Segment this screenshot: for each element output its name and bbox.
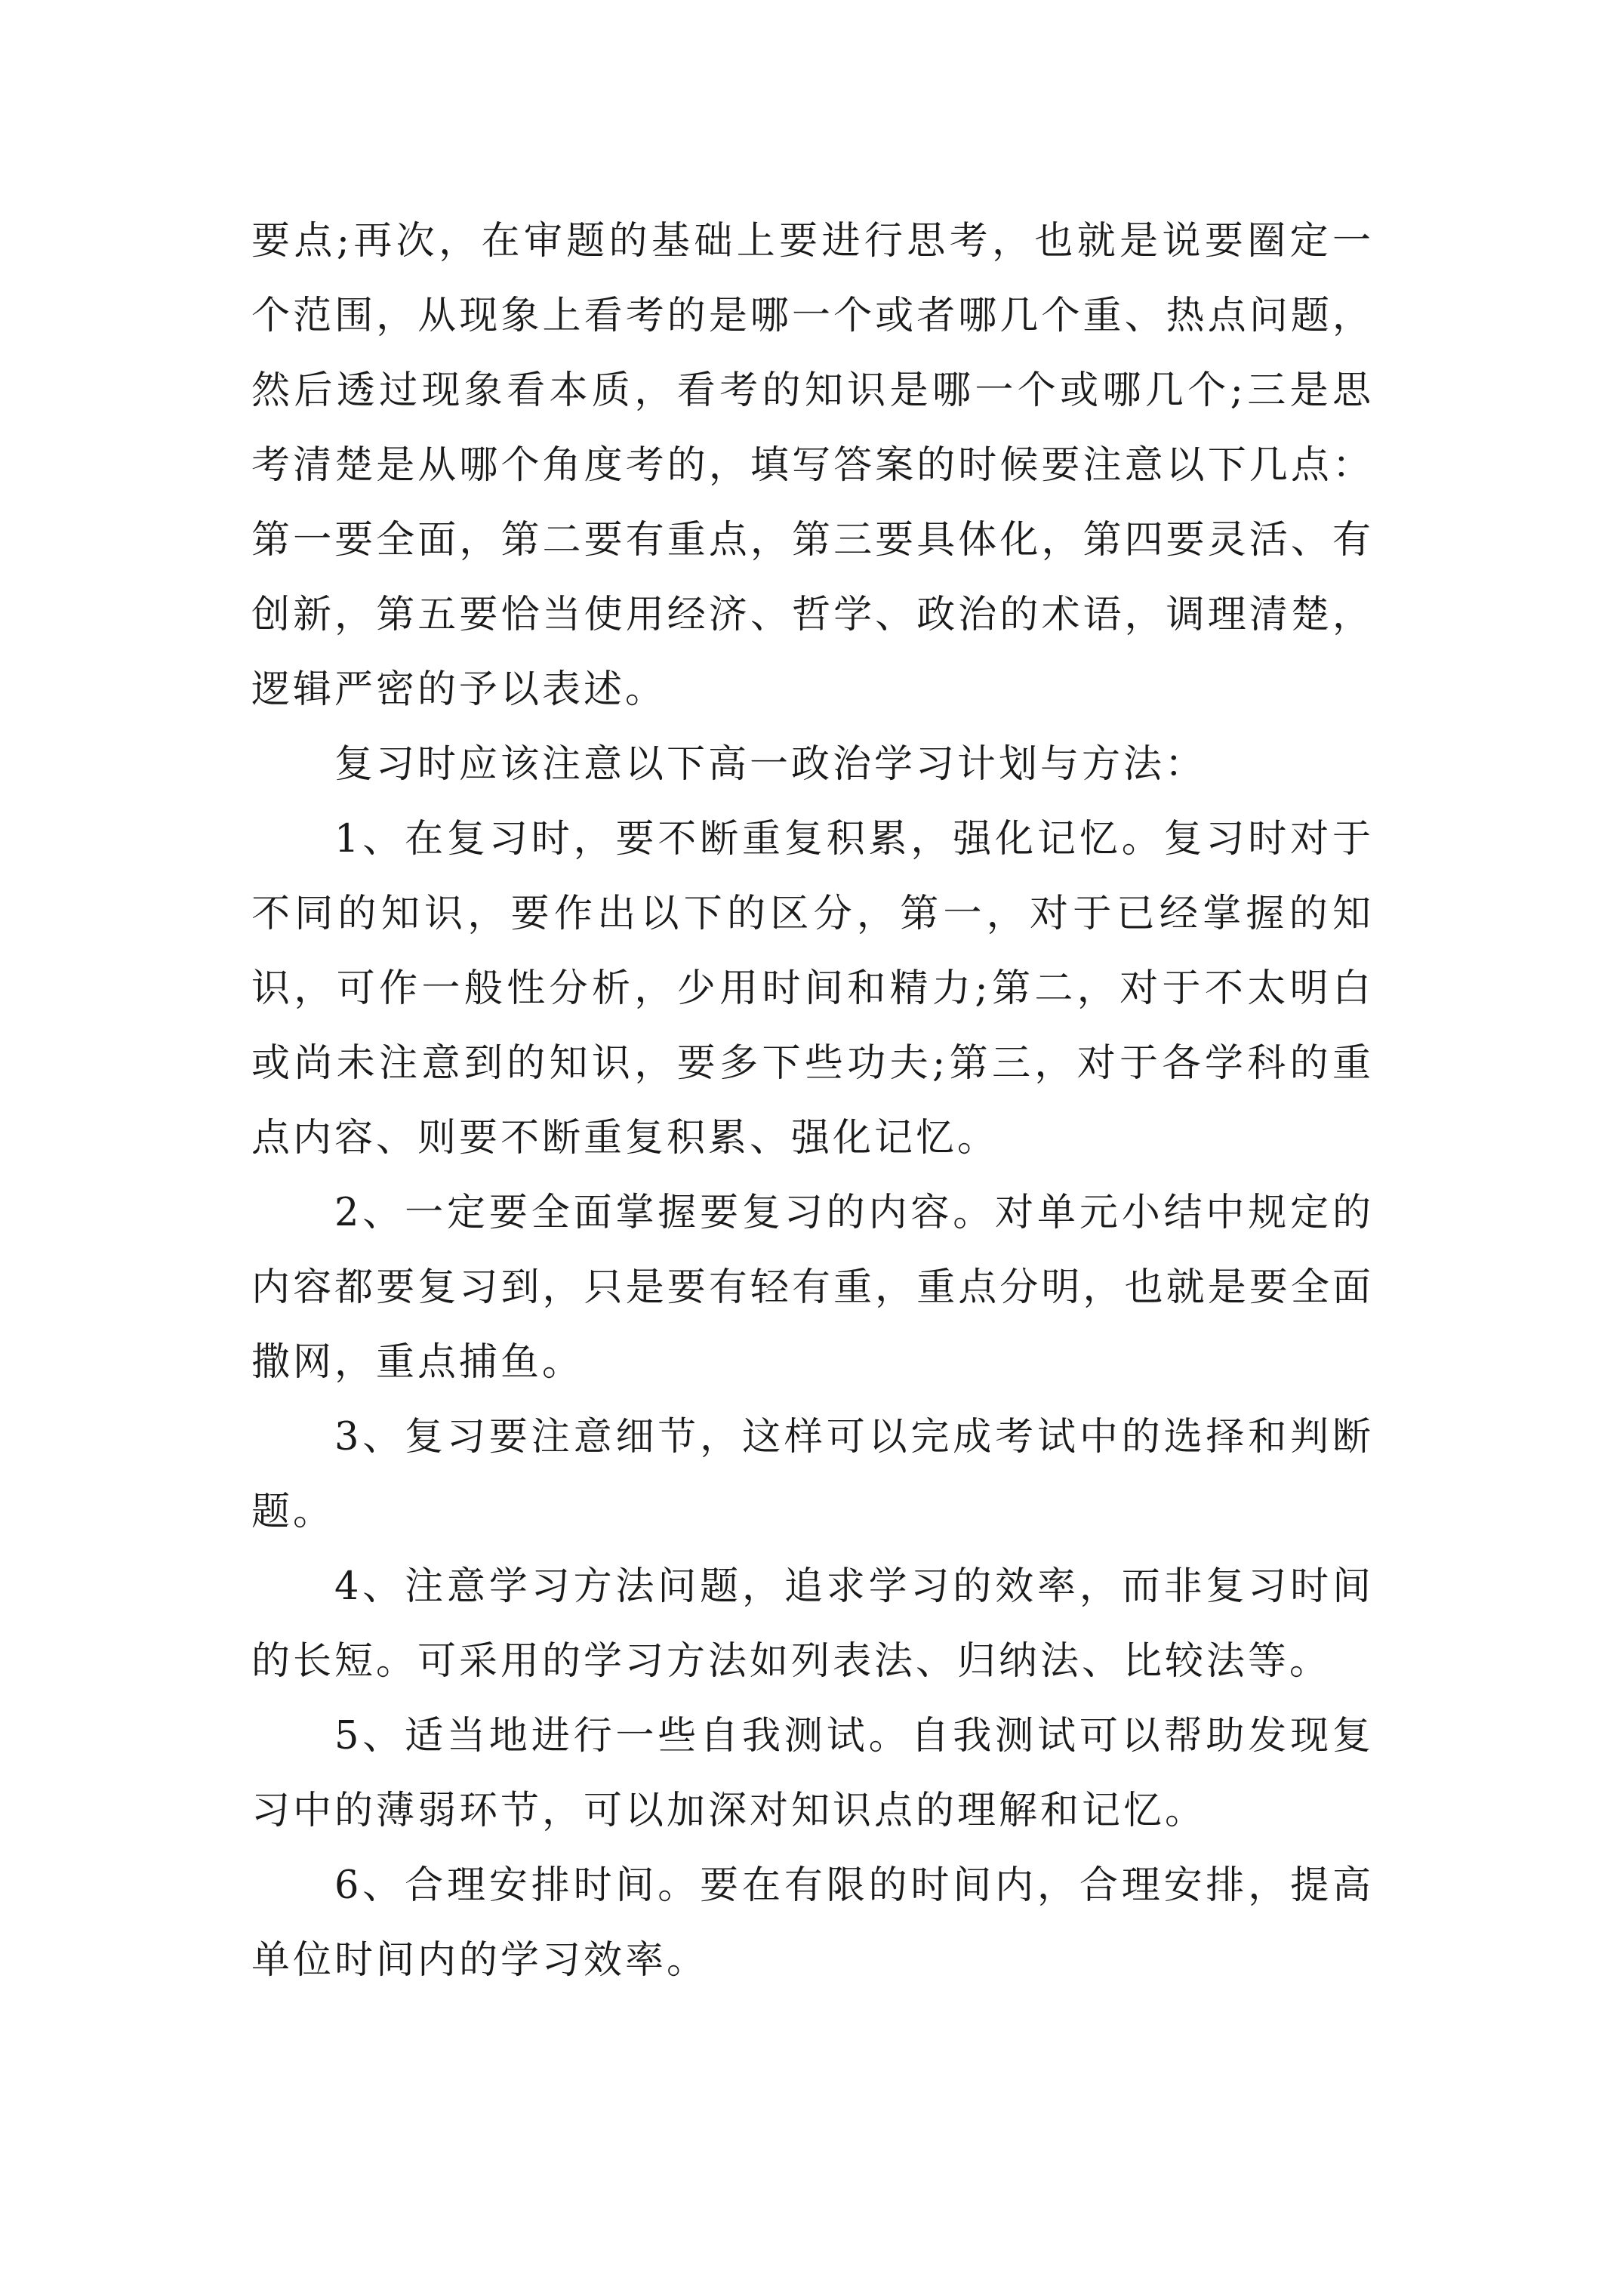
paragraph-item-5: 5、适当地进行一些自我测试。自我测试可以帮助发现复习中的薄弱环节，可以加深对知识点的理解和记忆。 (251, 1714, 1374, 1833)
document-body (251, 204, 1374, 1998)
paragraph-exam-tips: 要点;再次，在审题的基础上要进行思考，也就是说要圈定一个范围，从现象上看考的是哪一个或者哪几个重、热点问题，然后透过现象看本质，看考的知识是哪一个或哪几个;三是思考清楚是从哪个角度考的，填写答案的时候要注意以下几点：第一要全面，第二要有重点，第三要具体化，第四要灵活、有创新，第五要恰当使用经济、哲学、政治的术语，调理清楚，逻辑严密的予以表述。 (251, 219, 1374, 712)
paragraph-item-1: 1、在复习时，要不断重复积累，强化记忆。复习时对于不同的知识，要作出以下的区分，第一，对于已经掌握的知识，可作一般性分析，少用时间和精力;第二，对于不太明白或尚未注意到的知识，要多下些功夫;第三，对于各学科的重点内容、则要不断重复积累、强化记忆。 (251, 817, 1374, 1160)
paragraph-item-6: 6、合理安排时间。要在有限的时间内，合理安排，提高单位时间内的学习效率。 (251, 1863, 1374, 1983)
paragraph-item-3: 3、复习要注意细节，这样可以完成考试中的选择和判断题。 (251, 1415, 1374, 1534)
paragraph-intro: 复习时应该注意以下高一政治学习计划与方法： (334, 742, 1207, 787)
paragraph-item-4: 4、注意学习方法问题，追求学习的效率，而非复习时间的长短。可采用的学习方法如列表法、归纳法、比较法等。 (251, 1564, 1374, 1684)
paragraph-item-2: 2、一定要全面掌握要复习的内容。对单元小结中规定的内容都要复习到，只是要有轻有重，重点分明，也就是要全面撒网，重点捕鱼。 (251, 1191, 1374, 1385)
